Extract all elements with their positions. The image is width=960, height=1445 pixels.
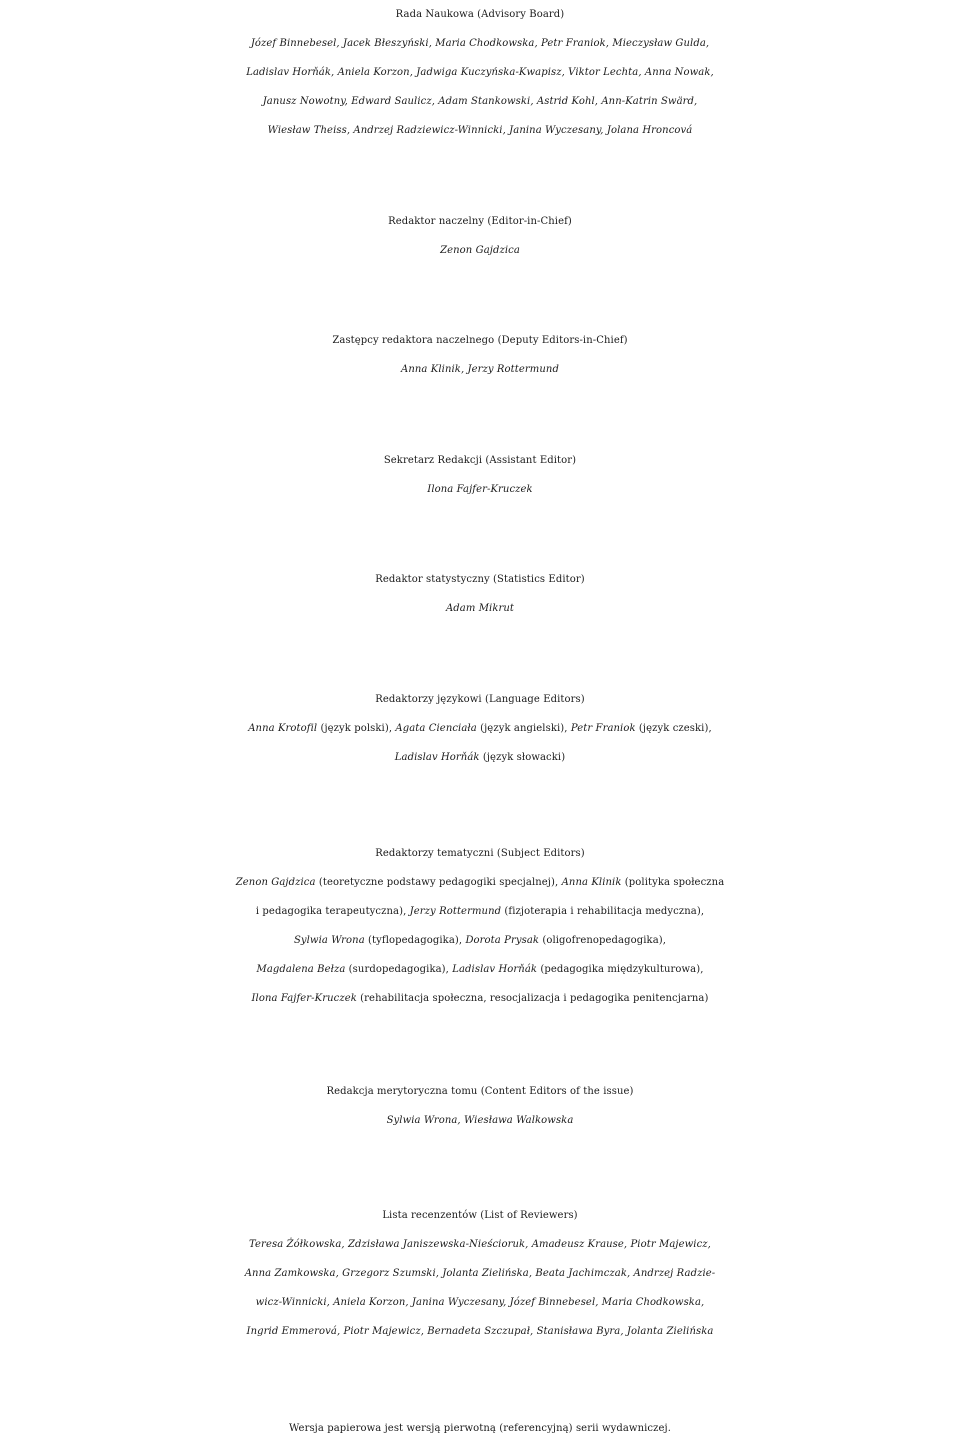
editor-name: Dorota Prysak [465, 935, 540, 946]
editor-role: (polityka społeczna [621, 877, 725, 888]
editor-role: (język angielski), [476, 723, 571, 734]
assistant-editor-heading: Sekretarz Redakcji (Assistant Editor) [383, 455, 577, 466]
editor-name: Ladislav Horňák [452, 964, 538, 975]
reviewers-names-line: Teresa Żółkowska, Zdzisława Janiszewska-Nieścioruk, Amadeusz Krause, Piotr Majewicz, [249, 1239, 711, 1250]
editor-name: Ilona Fajfer-Kruczek [251, 993, 357, 1004]
statistics-editor-heading: Redaktor statystyczny (Statistics Editor) [375, 574, 585, 585]
subject-editors-line [0, 868, 960, 897]
statistics-editor-name: Adam Mikrut [445, 603, 515, 614]
editor-name: Petr Franiok [570, 723, 636, 734]
reviewers-heading: Lista recenzentów (List of Reviewers) [382, 1210, 578, 1221]
advisory-board-names-line: Wiesław Theiss, Andrzej Radziewicz-Winnicki, Janina Wyczesany, Jolana Hroncová [267, 125, 693, 136]
content-editors-names: Sylwia Wrona, Wiesława Walkowska [386, 1115, 574, 1126]
editor-role: (fizjoterapia i rehabilitacja medyczna), [501, 906, 705, 917]
advisory-board-names-line: Ladislav Horňák, Aniela Korzon, Jadwiga Kuczyńska-Kwapisz, Viktor Lechta, Anna Nowak, [246, 67, 714, 78]
editor-role: (surdopedagogika), [345, 964, 453, 975]
editor-role: i pedagogika terapeutyczna), [255, 906, 410, 917]
deputy-editors-names: Anna Klinik, Jerzy Rottermund [401, 364, 559, 375]
editor-name: Zenon Gajdzica [235, 877, 316, 888]
assistant-editor-name: Ilona Fajfer-Kruczek [427, 484, 533, 495]
advisory-board-names-line: Józef Binnebesel, Jacek Błeszyński, Maria Chodkowska, Petr Franiok, Mieczysław Gulda, [250, 38, 710, 49]
editor-role: (język czeski), [635, 723, 712, 734]
editor-role: (język słowacki) [479, 752, 566, 763]
editor-name: Magdalena Bełza [256, 964, 346, 975]
language-editors-heading: Redaktorzy językowi (Language Editors) [375, 694, 585, 705]
editor-name: Anna Krotofil [248, 723, 318, 734]
editor-role: (tyflopedagogika), [364, 935, 466, 946]
subject-editors-line [0, 926, 960, 955]
deputy-editors-heading: Zastępcy redaktora naczelnego (Deputy Editors-in-Chief) [332, 335, 628, 346]
editor-in-chief-name: Zenon Gajdzica [440, 245, 520, 256]
editor-role: (rehabilitacja społeczna, resocjalizacja i pedagogika penitencjarna) [356, 993, 709, 1004]
editor-name: Ladislav Horňák [394, 752, 480, 763]
advisory-board-names-line: Janusz Nowotny, Edward Saulicz, Adam Stankowski, Astrid Kohl, Ann-Katrin Swärd, [262, 96, 698, 107]
reviewers-names-line: Ingrid Emmerová, Piotr Majewicz, Bernadeta Szczupał, Stanisława Byra, Jolanta Zielińska [246, 1326, 714, 1337]
subject-editors-line [0, 984, 960, 1013]
editor-name: Jerzy Rottermund [409, 906, 502, 917]
reviewers-names-line: Anna Zamkowska, Grzegorz Szumski, Jolanta Zielińska, Beata Jachimczak, Andrzej Radzie- [244, 1268, 716, 1279]
language-editors-line [0, 743, 960, 772]
subject-editors-line [0, 897, 960, 926]
subject-editors-heading: Redaktorzy tematyczni (Subject Editors) [375, 848, 585, 859]
editor-name: Agata Cienciała [395, 723, 477, 734]
subject-editors-line [0, 955, 960, 984]
editor-name: Anna Klinik [561, 877, 622, 888]
language-editors-line [0, 714, 960, 743]
editor-role: (teoretyczne podstawy pedagogiki specjalnej), [315, 877, 562, 888]
editor-role: (język polski), [317, 723, 396, 734]
editor-name: Sylwia Wrona [293, 935, 365, 946]
editor-in-chief-heading: Redaktor naczelny (Editor-in-Chief) [388, 216, 572, 227]
content-editors-heading: Redakcja merytoryczna tomu (Content Editors of the issue) [326, 1086, 634, 1097]
editor-role: (oligofrenopedagogika), [539, 935, 667, 946]
advisory-board-heading: Rada Naukowa (Advisory Board) [395, 9, 565, 20]
reviewers-names-line: wicz-Winnicki, Aniela Korzon, Janina Wyczesany, Józef Binnebesel, Maria Chodkowska, [255, 1297, 705, 1308]
footer-note: Wersja papierowa jest wersją pierwotną (referencyjną) serii wydawniczej. [288, 1423, 671, 1434]
editor-role: (pedagogika międzykulturowa), [537, 964, 704, 975]
